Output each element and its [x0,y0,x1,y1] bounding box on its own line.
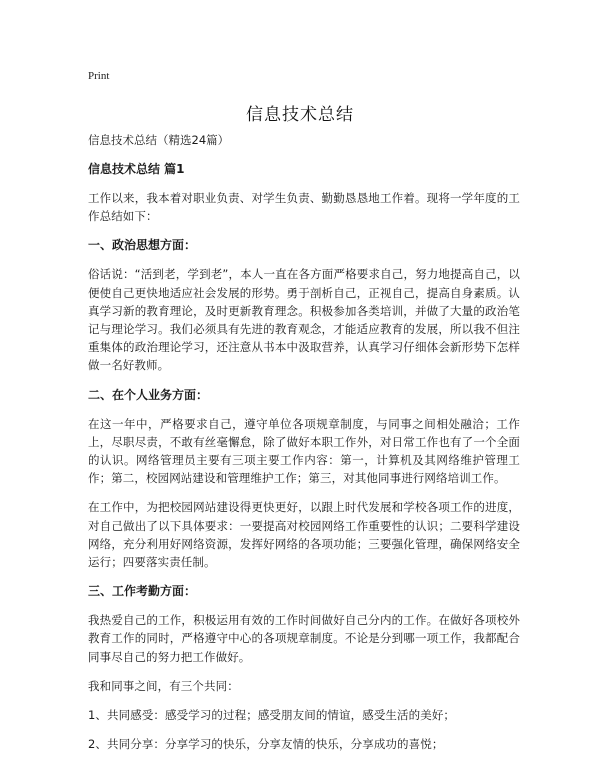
intro-paragraph: 工作以来，我本着对职业负责、对学生负责、勤勤恳恳地工作着。现将一学年度的工作总结如下： [88,191,520,224]
business-paragraph-1: 在这一年中，严格要求自己，遵守单位各项规章制度，与同事之间相处融洽；工作上，尽职尽责，不敢有丝毫懈怠，除了做好本职工作外，对日常工作也有了一个全面的认识。网络管理员主要有三项主要工作内容：第一，计算机及其网络维护管理工作；第二，校园网站建设和管理维护工作；第三，对其他同事进行网络培训工作。 [88,416,520,486]
attendance-paragraph-2: 我和同事之间，有三个共同： [88,678,239,693]
attendance-paragraph-1: 我热爱自己的工作，积极运用有效的工作时间做好自己分内的工作。在做好各项校外教育工作的同时，严格遵守中心的各项规章制度。不论是分到哪一项工作，我都配合同事尽自己的努力把工作做好。 [88,613,520,664]
page-title: 信息技术总结 [246,105,354,125]
print-label: Print [88,70,110,82]
document-subtitle: 信息技术总结（精选24篇） [88,133,230,147]
section-heading-politics: 一、政治思想方面： [88,238,197,253]
business-paragraph-2: 在工作中，为把校园网站建设得更快更好，以跟上时代发展和学校各项工作的进度，对自己做出了以下具体要求：一要提高对校园网络工作重要性的认识；二要科学建设网络，充分利用好网络资源，发挥好网络的各项功能；三要强化管理，确保网络安全运行；四要落实责任制。 [88,500,520,570]
document-body [88,131,520,764]
section-heading-business: 二、在个人业务方面： [88,387,209,402]
list-item: 2、共同分享：分享学习的快乐，分享友情的快乐，分享成功的喜悦； [88,737,444,752]
section-heading-attendance: 三、工作考勤方面： [88,584,197,599]
politics-paragraph: 俗话说：“活到老，学到老”，本人一直在各方面严格要求自己，努力地提高自己，以便使自己更快地适应社会发展的形势。勇于剖析自己，正视自己，提高自身素质。认真学习新的教育理论，及时更新教育理念。积极参加各类培训，并做了大量的政治笔记与理论学习。我们必须具有先进的教育观念，才能适应教育的发展，所以我不但注重集体的政治理论学习，还注意从书本中汲取营养，认真学习仔细体会新形势下怎样做一名好教师。 [88,267,520,373]
list-item: 1、共同感受：感受学习的过程；感受朋友间的情谊，感受生活的美好； [88,708,456,723]
article-heading: 信息技术总结 篇1 [88,162,185,176]
